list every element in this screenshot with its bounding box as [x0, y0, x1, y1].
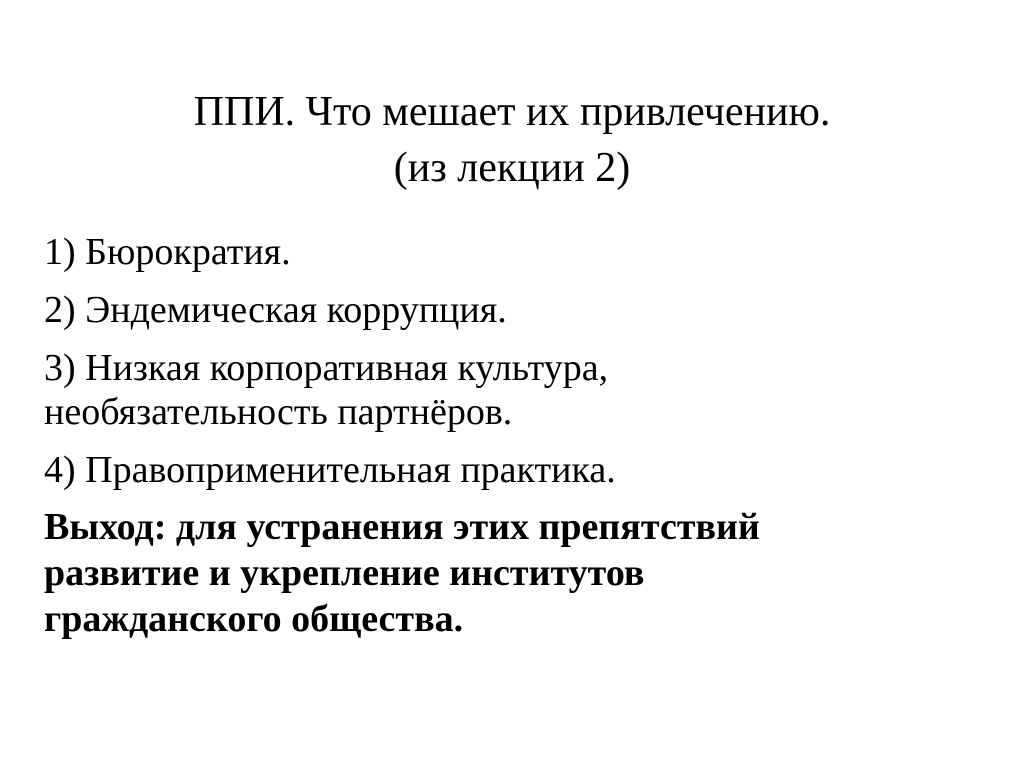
list-item-4-text: 4) Правоприменительная практика.: [44, 449, 616, 491]
list-item-3-continuation: необязательность партнёров.: [44, 391, 513, 433]
title-line-2: (из лекции 2): [393, 145, 631, 191]
list-item-3: [44, 346, 984, 434]
list-item-3-text: 3) Низкая корпоративная культура,: [44, 347, 609, 389]
slide-body: [44, 230, 984, 642]
list-item-1: [44, 230, 984, 274]
list-item-2: [44, 288, 984, 332]
conclusion-line-3: гражданского общества.: [44, 598, 464, 640]
list-item-4: [44, 448, 984, 492]
list-item-2-text: 2) Эндемическая коррупция.: [44, 289, 507, 331]
conclusion-line-2: развитие и укрепление институтов: [44, 552, 645, 594]
slide-title: [0, 84, 1024, 196]
conclusion: [44, 504, 984, 642]
title-line-1: ППИ. Что мешает их привлечению.: [193, 89, 831, 135]
conclusion-line-1: Выход: для устранения этих препятствий: [44, 506, 760, 548]
list-item-1-text: 1) Бюрократия.: [44, 231, 291, 273]
